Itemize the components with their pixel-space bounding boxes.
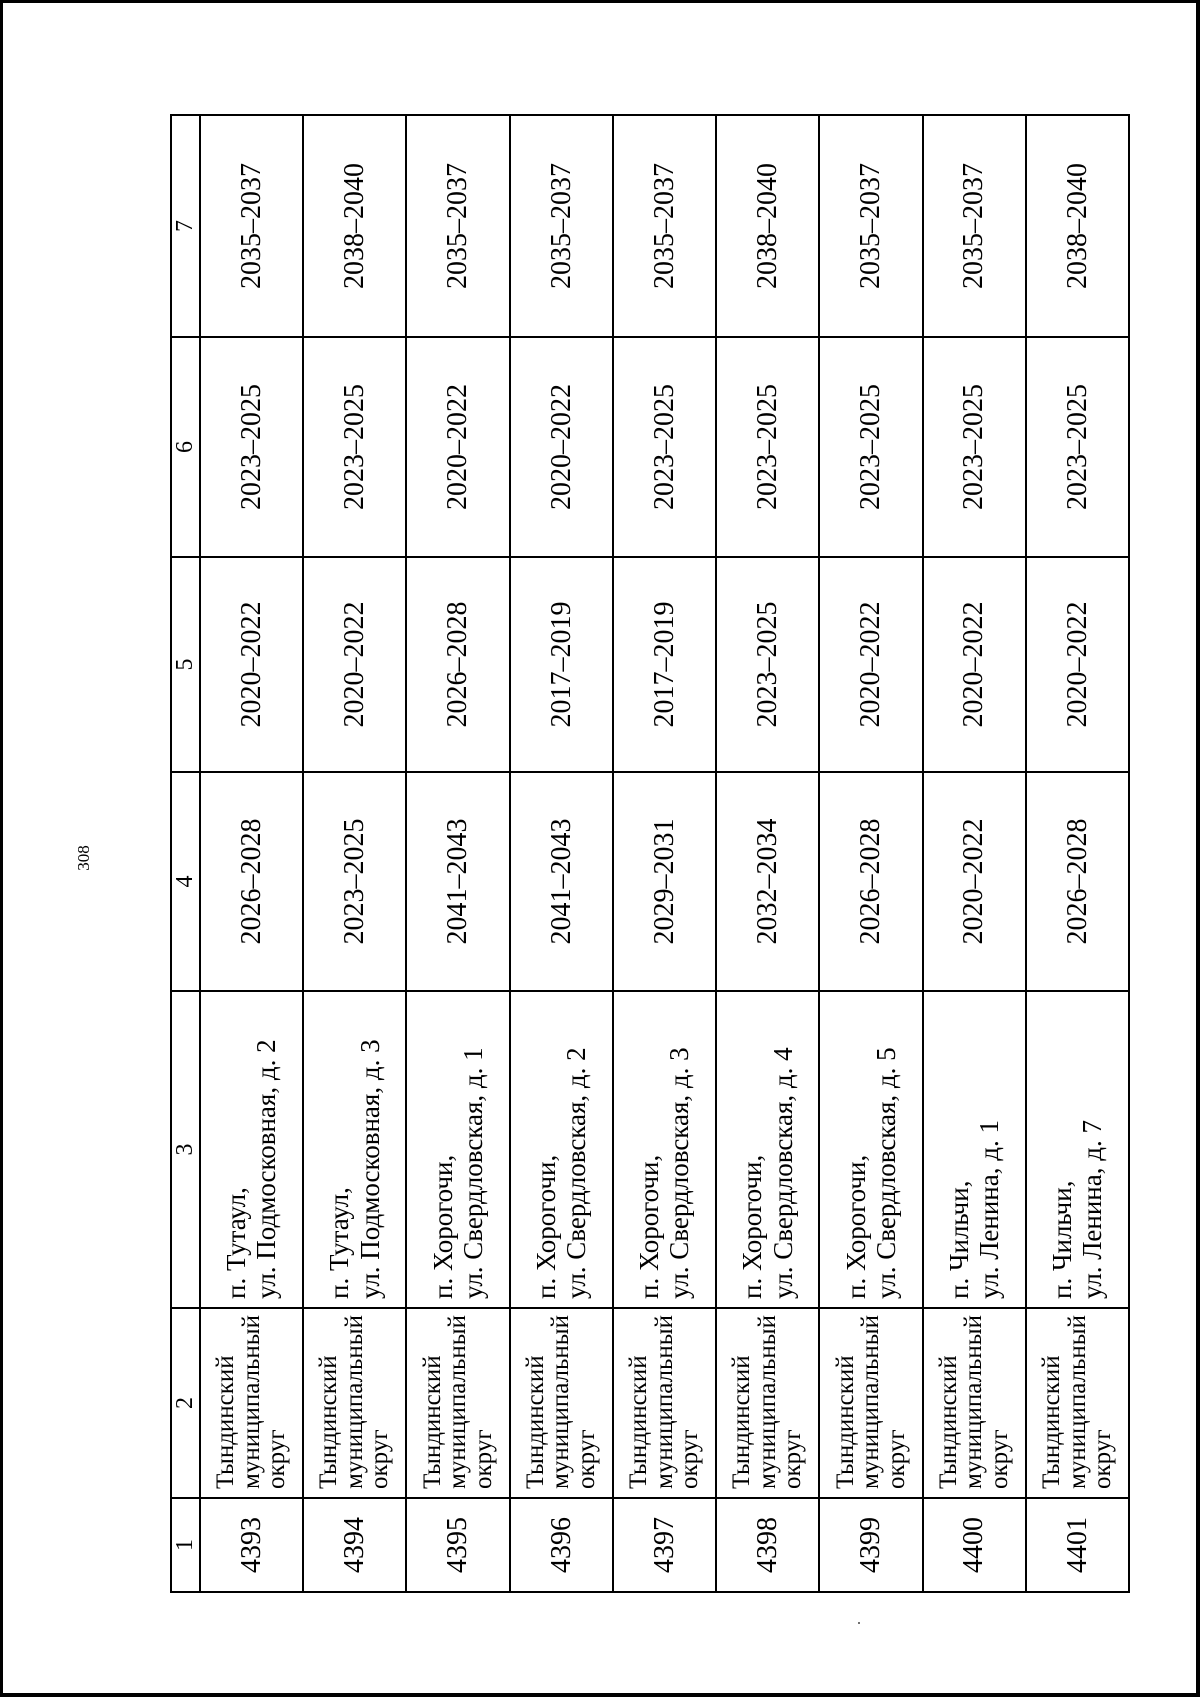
period-cell-col4: 2020–2022 <box>923 772 1026 991</box>
address-cell <box>200 991 303 1308</box>
period-cell-col5: 2020–2022 <box>200 557 303 772</box>
address-line-1: п. Чильчи, <box>1047 1180 1078 1299</box>
address-line-2: ул. Свердловская, д. 2 <box>561 1047 592 1299</box>
scan-border-top <box>0 0 1200 3</box>
row-number: 4399 <box>819 1498 922 1592</box>
period-cell-col6: 2023–2025 <box>716 337 819 557</box>
column-header: 5 <box>171 557 200 772</box>
address-line-1: п. Тутаул, <box>221 1187 252 1299</box>
address-line-2: ул. Ленина, д. 1 <box>974 1120 1005 1299</box>
header-row <box>171 115 200 1592</box>
period-cell-col5: 2020–2022 <box>819 557 922 772</box>
period-cell-col7: 2038–2040 <box>716 115 819 337</box>
address-cell <box>303 991 406 1308</box>
period-cell-col6: 2020–2022 <box>406 337 509 557</box>
period-cell-col6: 2020–2022 <box>510 337 613 557</box>
period-cell-col7: 2035–2037 <box>819 115 922 337</box>
period-cell-col7: 2035–2037 <box>200 115 303 337</box>
scan-speck <box>858 1622 860 1624</box>
table-row <box>819 115 922 1592</box>
period-cell-col4: 2023–2025 <box>303 772 406 991</box>
table-row <box>1026 115 1129 1592</box>
period-cell-col5: 2020–2022 <box>923 557 1026 772</box>
period-cell-col5: 2017–2019 <box>613 557 716 772</box>
column-header: 2 <box>171 1308 200 1498</box>
address-cell <box>613 991 716 1308</box>
period-cell-col7: 2035–2037 <box>613 115 716 337</box>
period-cell-col5: 2026–2028 <box>406 557 509 772</box>
municipality-cell: Тындинский муниципальный округ <box>923 1308 1026 1498</box>
municipality-cell: Тындинский муниципальный округ <box>1026 1308 1129 1498</box>
period-cell-col4: 2026–2028 <box>200 772 303 991</box>
column-header: 1 <box>171 1498 200 1592</box>
address-line-2: ул. Подмосковная, д. 2 <box>251 1039 282 1299</box>
period-cell-col5: 2020–2022 <box>303 557 406 772</box>
period-cell-col7: 2035–2037 <box>406 115 509 337</box>
row-number: 4393 <box>200 1498 303 1592</box>
address-line-1: п. Хорогочи, <box>634 1154 665 1299</box>
address-line-1: п. Тутаул, <box>324 1187 355 1299</box>
period-cell-col5: 2023–2025 <box>716 557 819 772</box>
column-header: 4 <box>171 772 200 991</box>
period-cell-col6: 2023–2025 <box>200 337 303 557</box>
address-line-2: ул. Свердловская, д. 5 <box>870 1047 901 1299</box>
table-row <box>613 115 716 1592</box>
municipality-cell: Тындинский муниципальный округ <box>303 1308 406 1498</box>
address-line-1: п. Хорогочи, <box>530 1154 561 1299</box>
address-line-1: п. Хорогочи, <box>427 1154 458 1299</box>
period-cell-col4: 2026–2028 <box>819 772 922 991</box>
period-cell-col4: 2029–2031 <box>613 772 716 991</box>
period-cell-col6: 2023–2025 <box>923 337 1026 557</box>
municipality-cell: Тындинский муниципальный округ <box>819 1308 922 1498</box>
address-line-2: ул. Ленина, д. 7 <box>1077 1120 1108 1299</box>
table-row <box>406 115 509 1592</box>
period-cell-col4: 2026–2028 <box>1026 772 1129 991</box>
municipality-cell: Тындинский муниципальный округ <box>200 1308 303 1498</box>
period-cell-col7: 2038–2040 <box>303 115 406 337</box>
address-cell <box>510 991 613 1308</box>
address-line-2: ул. Свердловская, д. 4 <box>767 1047 798 1299</box>
address-cell <box>1026 991 1129 1308</box>
column-header: 6 <box>171 337 200 557</box>
row-number: 4397 <box>613 1498 716 1592</box>
scan-border-right <box>1196 0 1200 1697</box>
address-line-1: п. Хорогочи, <box>737 1154 768 1299</box>
row-number: 4396 <box>510 1498 613 1592</box>
column-header: 3 <box>171 991 200 1308</box>
municipality-cell: Тындинский муниципальный округ <box>613 1308 716 1498</box>
period-cell-col7: 2038–2040 <box>1026 115 1129 337</box>
register-table <box>170 114 1130 1593</box>
period-cell-col5: 2017–2019 <box>510 557 613 772</box>
period-cell-col6: 2023–2025 <box>613 337 716 557</box>
municipality-cell: Тындинский муниципальный округ <box>406 1308 509 1498</box>
row-number: 4398 <box>716 1498 819 1592</box>
period-cell-col4: 2041–2043 <box>510 772 613 991</box>
address-cell <box>406 991 509 1308</box>
municipality-cell: Тындинский муниципальный округ <box>716 1308 819 1498</box>
period-cell-col4: 2032–2034 <box>716 772 819 991</box>
period-cell-col7: 2035–2037 <box>923 115 1026 337</box>
period-cell-col6: 2023–2025 <box>1026 337 1129 557</box>
table-row <box>923 115 1026 1592</box>
column-header: 7 <box>171 115 200 337</box>
period-cell-col6: 2023–2025 <box>303 337 406 557</box>
address-cell <box>716 991 819 1308</box>
table-row <box>200 115 303 1592</box>
address-line-1: п. Хорогочи, <box>840 1154 871 1299</box>
scan-border-bottom <box>0 1693 1200 1697</box>
register-table-container <box>170 116 1130 1593</box>
period-cell-col6: 2023–2025 <box>819 337 922 557</box>
address-line-2: ул. Подмосковная, д. 3 <box>354 1039 385 1299</box>
table-row <box>510 115 613 1592</box>
period-cell-col7: 2035–2037 <box>510 115 613 337</box>
period-cell-col4: 2041–2043 <box>406 772 509 991</box>
row-number: 4395 <box>406 1498 509 1592</box>
address-line-2: ул. Свердловская, д. 3 <box>664 1047 695 1299</box>
municipality-cell: Тындинский муниципальный округ <box>510 1308 613 1498</box>
scan-border-left <box>0 0 3 1697</box>
address-cell <box>819 991 922 1308</box>
address-cell <box>923 991 1026 1308</box>
address-line-1: п. Чильчи, <box>943 1180 974 1299</box>
row-number: 4401 <box>1026 1498 1129 1592</box>
address-line-2: ул. Свердловская, д. 1 <box>457 1047 488 1299</box>
period-cell-col5: 2020–2022 <box>1026 557 1129 772</box>
table-row <box>303 115 406 1592</box>
page-number: 308 <box>74 845 93 871</box>
row-number: 4400 <box>923 1498 1026 1592</box>
row-number: 4394 <box>303 1498 406 1592</box>
table-row <box>716 115 819 1592</box>
